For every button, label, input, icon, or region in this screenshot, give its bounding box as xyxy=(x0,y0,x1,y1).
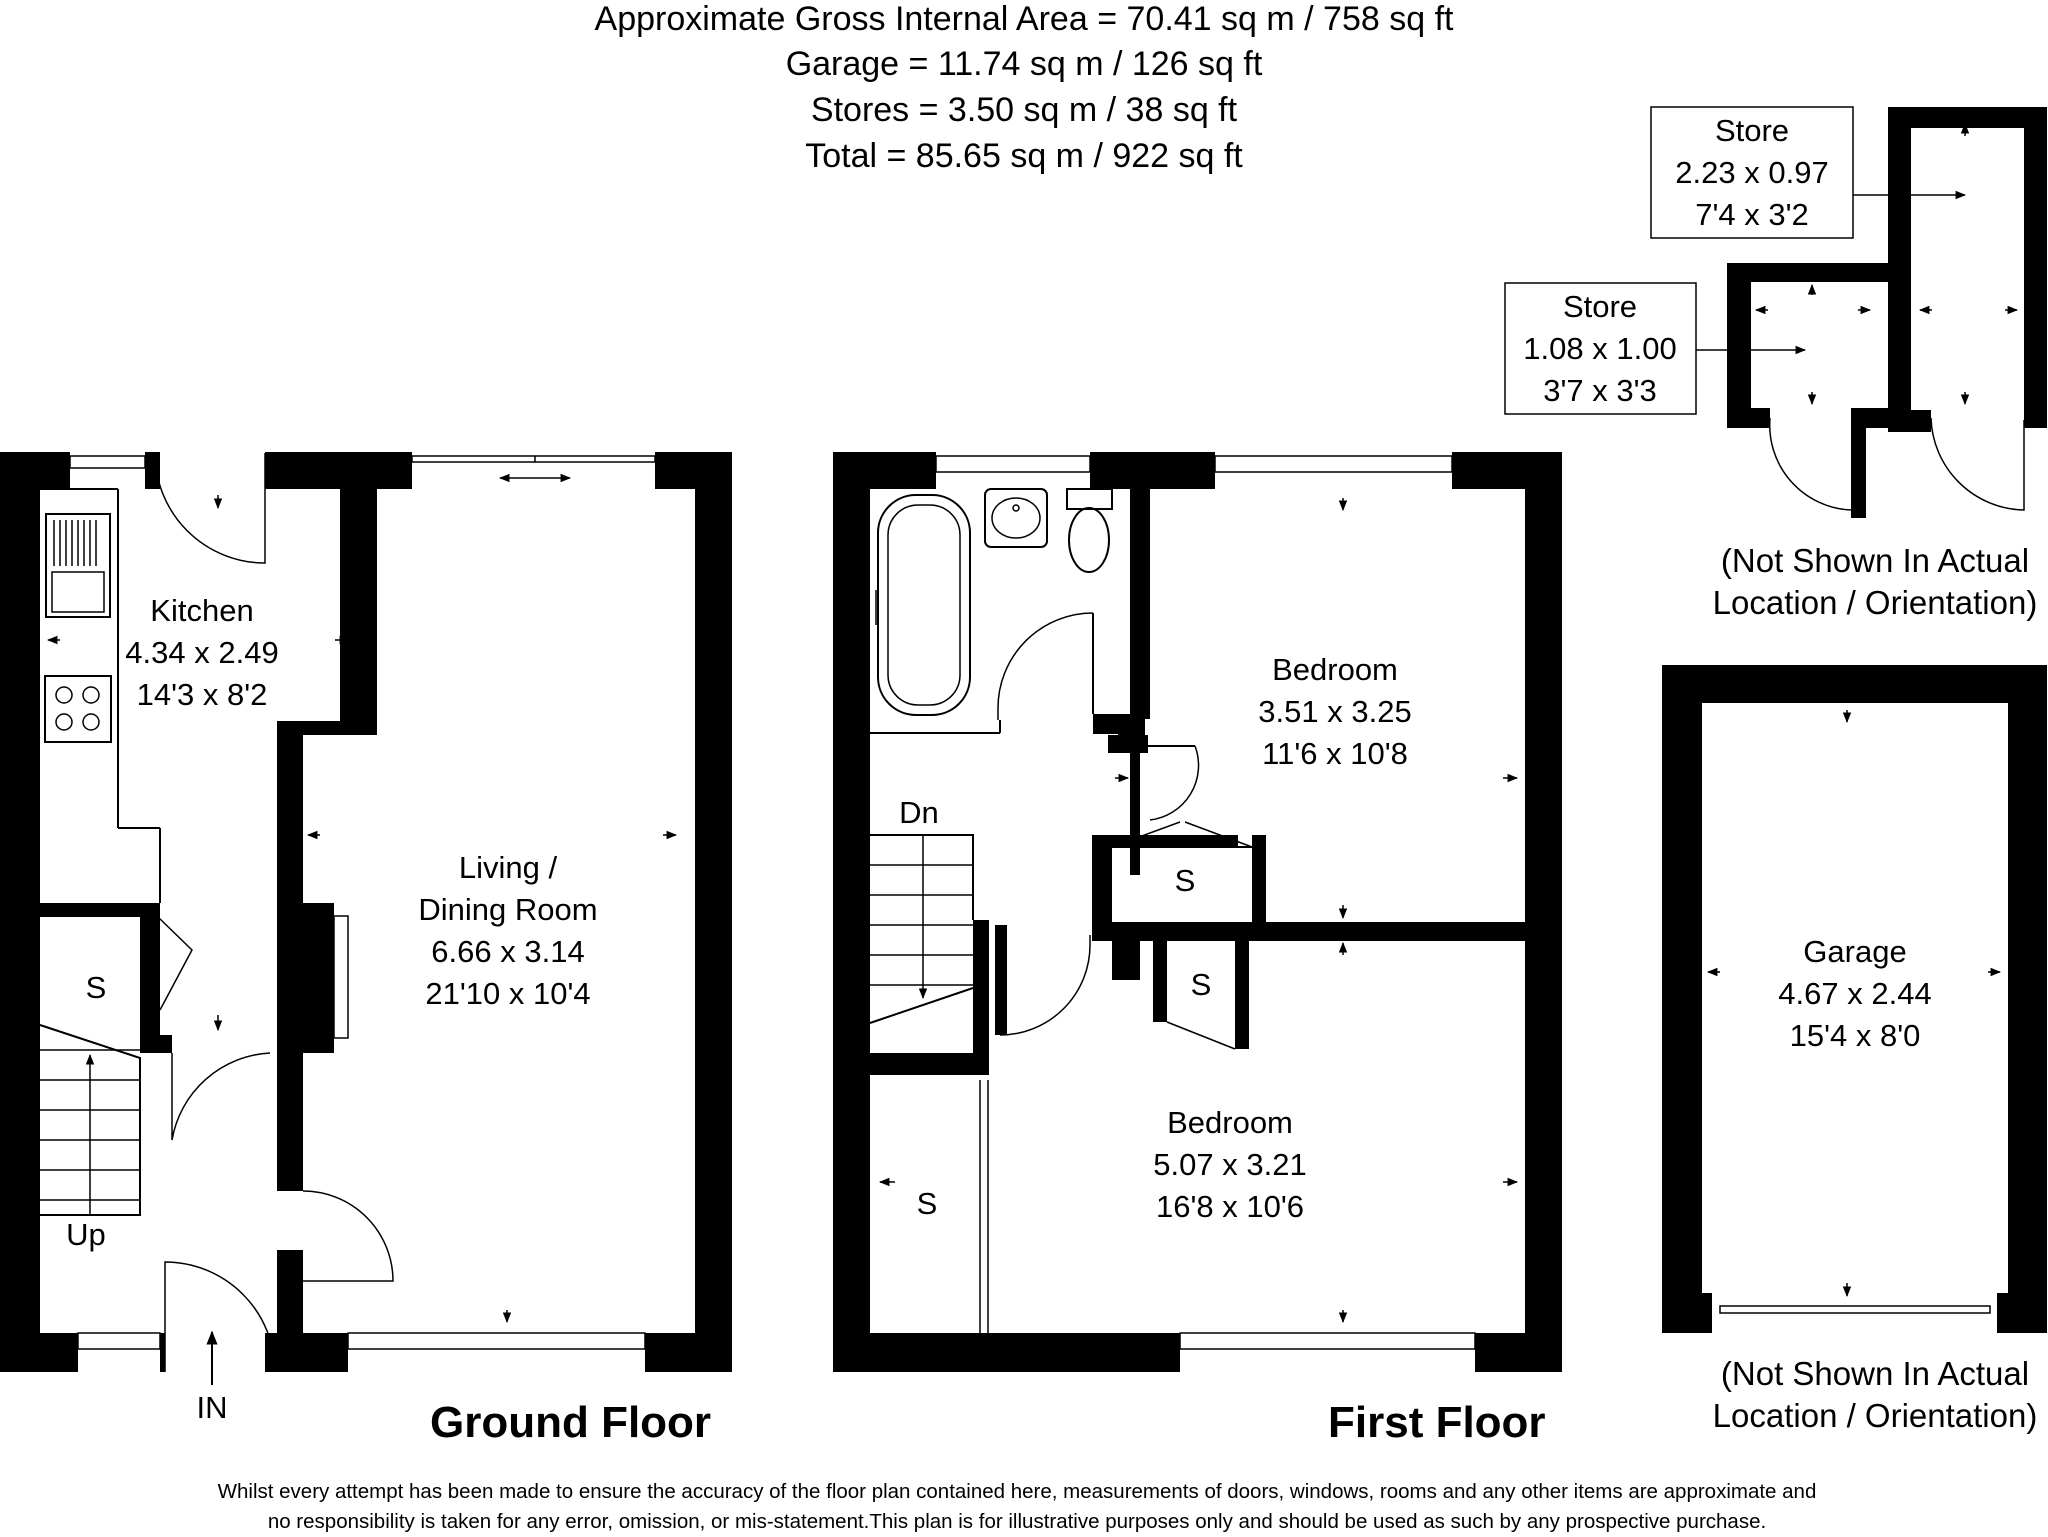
bedroom2-imperial: 16'8 x 10'6 xyxy=(1155,1189,1305,1224)
living-imperial: 21'10 x 10'4 xyxy=(425,976,591,1011)
stores-plan xyxy=(1505,107,2047,621)
first-floor-title: First Floor xyxy=(1328,1398,1546,1447)
entrance-label: IN xyxy=(196,1390,228,1425)
bath-icon xyxy=(876,495,970,715)
garage-note-line1: (Not Shown In Actual xyxy=(1720,1355,2030,1392)
store-small-name: Store xyxy=(1562,289,1638,324)
store-large-imperial: 7'4 x 3'2 xyxy=(1695,197,1809,232)
ground-store-label: S xyxy=(85,970,107,1005)
first-stairs xyxy=(870,835,989,1075)
garage-imperial: 15'4 x 8'0 xyxy=(1789,1018,1921,1053)
ground-floor-plan xyxy=(0,452,732,1447)
area-garage: Garage = 11.74 sq m / 126 sq ft xyxy=(785,45,1263,83)
disclaimer xyxy=(218,1480,1817,1533)
garage-name: Garage xyxy=(1803,934,1907,969)
bedroom1-metric: 3.51 x 3.25 xyxy=(1258,694,1412,729)
wardrobe-label: S xyxy=(916,1186,938,1221)
ground-floor-title: Ground Floor xyxy=(430,1398,712,1447)
first-floor-plan xyxy=(833,452,1562,1447)
bedroom1-name: Bedroom xyxy=(1272,652,1398,687)
store-large-metric: 2.23 x 0.97 xyxy=(1675,155,1829,190)
store-note-line2: Location / Orientation) xyxy=(1712,584,2038,621)
kitchen-imperial: 14'3 x 8'2 xyxy=(136,677,268,712)
first-stairs-label: Dn xyxy=(899,795,939,830)
cupboard-label-middle: S xyxy=(1190,967,1212,1002)
disclaimer-line1: Whilst every attempt has been made to ensure the accuracy of the floor plan contained here, measurements of doors, windows, rooms and any other items are approximate and xyxy=(217,1480,1817,1503)
area-gross-internal: Approximate Gross Internal Area = 70.41 sq m / 758 sq ft xyxy=(594,0,1454,38)
store-small-imperial: 3'7 x 3'3 xyxy=(1543,373,1657,408)
bedroom2-name: Bedroom xyxy=(1167,1105,1293,1140)
toilet-icon xyxy=(1067,489,1112,572)
garage-plan xyxy=(1662,665,2047,1434)
store-large-name: Store xyxy=(1714,113,1790,148)
ground-stairs xyxy=(40,1025,140,1215)
area-stores: Stores = 3.50 sq m / 38 sq ft xyxy=(810,91,1238,129)
bedroom1-imperial: 11'6 x 10'8 xyxy=(1262,736,1408,771)
living-metric: 6.66 x 3.14 xyxy=(431,934,585,969)
garage-note-line2: Location / Orientation) xyxy=(1712,1397,2038,1434)
bedroom2-metric: 5.07 x 3.21 xyxy=(1153,1147,1307,1182)
area-total: Total = 85.65 sq m / 922 sq ft xyxy=(805,137,1243,175)
kitchen-metric: 4.34 x 2.49 xyxy=(125,635,279,670)
cupboard-label-upper: S xyxy=(1174,863,1196,898)
store-note-line1: (Not Shown In Actual xyxy=(1720,542,2030,579)
living-name-line1: Living / xyxy=(458,850,558,885)
ground-stairs-label: Up xyxy=(66,1217,106,1252)
disclaimer-line2: no responsibility is taken for any error, omission, or mis-statement.This plan is for illustrative purposes only and should be used as such by any prospective purchase. xyxy=(267,1510,1767,1533)
area-summary xyxy=(595,0,1455,175)
basin-icon xyxy=(985,489,1047,547)
living-name-line2: Dining Room xyxy=(418,892,598,927)
kitchen-name: Kitchen xyxy=(150,593,254,628)
garage-metric: 4.67 x 2.44 xyxy=(1778,976,1932,1011)
hob-icon xyxy=(45,676,111,742)
sink-icon xyxy=(52,520,104,612)
store-small-metric: 1.08 x 1.00 xyxy=(1523,331,1677,366)
